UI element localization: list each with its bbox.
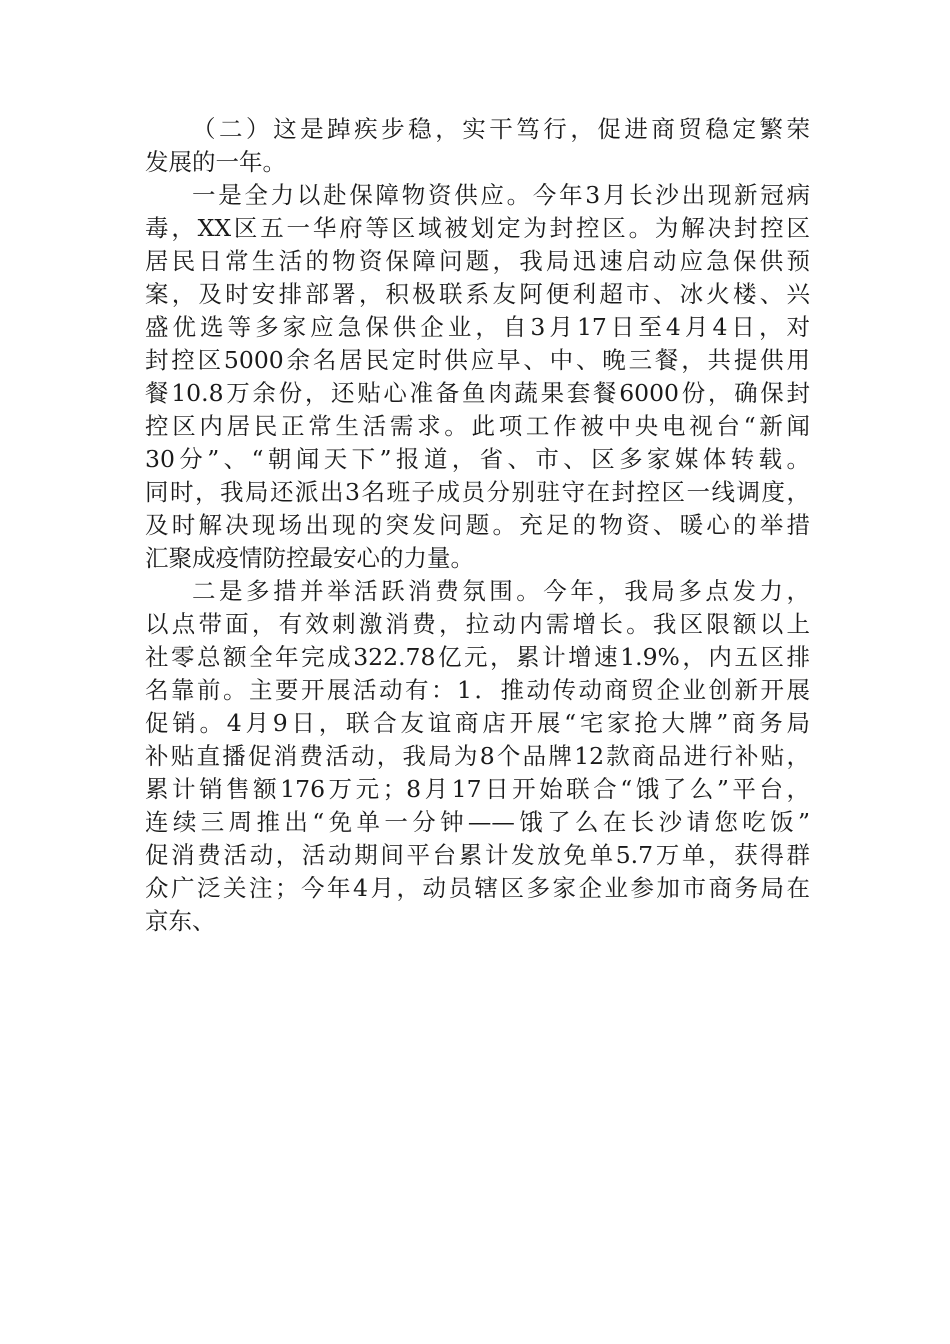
text-line: 众广泛关注；今年4月，动员辖区多家企业参加市商务局在 bbox=[145, 874, 810, 902]
paragraph bbox=[145, 575, 810, 938]
text-line: 社零总额全年完成322.78亿元，累计增速1.9%，内五区排 bbox=[145, 643, 810, 671]
text-line: 控区内居民正常生活需求。此项工作被中央电视台“新闻 bbox=[145, 412, 810, 440]
text-line: 居民日常生活的物资保障问题，我局迅速启动应急保供预 bbox=[145, 247, 810, 275]
text-line: 名靠前。主要开展活动有：1．推动传动商贸企业创新开展 bbox=[145, 676, 810, 704]
text-line: 毒，XX区五一华府等区域被划定为封控区。为解决封控区 bbox=[145, 214, 810, 242]
text-line: 发展的一年。 bbox=[145, 148, 286, 176]
text-line: 京东、 bbox=[145, 907, 216, 935]
text-line: 促销。4月9日，联合友谊商店开展“宅家抢大牌”商务局 bbox=[145, 709, 810, 737]
text-line: 补贴直播促消费活动，我局为8个品牌12款商品进行补贴， bbox=[145, 742, 810, 770]
text-line: 二是多措并举活跃消费氛围。今年，我局多点发力， bbox=[192, 577, 810, 605]
paragraph bbox=[145, 179, 810, 575]
text-line: 促消费活动，活动期间平台累计发放免单5.7万单，获得群 bbox=[145, 841, 810, 869]
text-line: 汇聚成疫情防控最安心的力量。 bbox=[145, 544, 474, 572]
text-line: 一是全力以赴保障物资供应。今年3月长沙出现新冠病 bbox=[192, 181, 810, 209]
document-body bbox=[145, 113, 810, 938]
text-line: 餐10.8万余份，还贴心准备鱼肉蔬果套餐6000份，确保封 bbox=[145, 379, 810, 407]
text-line: 连续三周推出“免单一分钟——饿了么在长沙请您吃饭” bbox=[145, 808, 810, 836]
text-line: 案，及时安排部署，积极联系友阿便利超市、冰火楼、兴 bbox=[145, 280, 810, 308]
text-line: 及时解决现场出现的突发问题。充足的物资、暖心的举措 bbox=[145, 511, 810, 539]
text-line: 同时，我局还派出3名班子成员分别驻守在封控区一线调度， bbox=[145, 478, 810, 506]
text-line: 30分”、“朝闻天下”报道，省、市、区多家媒体转载。 bbox=[145, 445, 810, 473]
text-line: 以点带面，有效刺激消费，拉动内需增长。我区限额以上 bbox=[145, 610, 810, 638]
text-line: 累计销售额176万元；8月17日开始联合“饿了么”平台， bbox=[145, 775, 810, 803]
text-line: （二）这是踔疾步稳，实干笃行，促进商贸稳定繁荣 bbox=[192, 115, 810, 143]
paragraph bbox=[145, 113, 810, 179]
text-line: 封控区5000余名居民定时供应早、中、晚三餐，共提供用 bbox=[145, 346, 810, 374]
text-line: 盛优选等多家应急保供企业，自3月17日至4月4日，对 bbox=[145, 313, 810, 341]
